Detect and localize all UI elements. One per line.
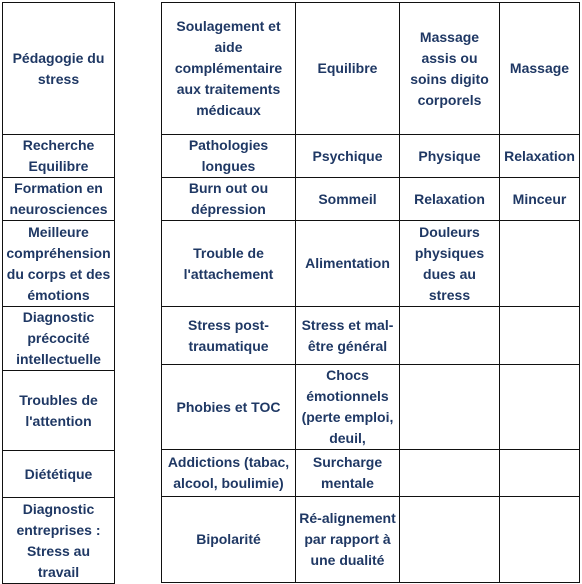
table-cell: Surcharge mentale: [296, 450, 400, 497]
right-table: [161, 2, 580, 583]
table-row: [3, 371, 115, 451]
table-cell: Chocs émotionnels (perte emploi, deuil,: [296, 365, 400, 450]
table-row: [3, 221, 115, 307]
left-cell: Recherche Equilibre: [3, 135, 115, 178]
table-cell: Ré-alignement par rapport à une dualité: [296, 497, 400, 583]
table-cell: [400, 497, 500, 583]
table-cell: Phobies et TOC: [162, 365, 296, 450]
table-cell: Douleurs physiques dues au stress: [400, 221, 500, 307]
table-row: [162, 497, 580, 583]
left-cell: Diététique: [3, 451, 115, 498]
left-cell: Pédagogie du stress: [3, 3, 115, 135]
table-row: [162, 450, 580, 497]
table-cell: [400, 450, 500, 497]
table-cell: Stress et mal-être général: [296, 307, 400, 365]
table-cell: Relaxation: [400, 178, 500, 221]
table-row: [3, 3, 115, 135]
table-cell: Alimentation: [296, 221, 400, 307]
table-cell: Burn out ou dépression: [162, 178, 296, 221]
table-cell: Relaxation: [500, 135, 580, 178]
table-cell: Physique: [400, 135, 500, 178]
table-cell: Equilibre: [296, 3, 400, 135]
table-cell: [500, 450, 580, 497]
table-cell: [500, 221, 580, 307]
table-cell: Soulagement et aide complémentaire aux traitements médicaux: [162, 3, 296, 135]
table-row: [3, 451, 115, 498]
left-cell: Meilleure compréhension du corps et des émotions: [3, 221, 115, 307]
table-cell: Pathologies longues: [162, 135, 296, 178]
left-cell: Diagnostic précocité intellectuelle: [3, 307, 115, 371]
table-cell: Stress post-traumatique: [162, 307, 296, 365]
table-row: [162, 135, 580, 178]
table-row: [3, 178, 115, 221]
table-row: [162, 365, 580, 450]
left-cell: Formation en neurosciences: [3, 178, 115, 221]
table-row: [3, 135, 115, 178]
table-cell: [500, 497, 580, 583]
table-cell: Psychique: [296, 135, 400, 178]
table-row: [162, 307, 580, 365]
table-cell: Massage: [500, 3, 580, 135]
table-cell: Sommeil: [296, 178, 400, 221]
table-cell: [500, 307, 580, 365]
table-cell: Massage assis ou soins digito corporels: [400, 3, 500, 135]
left-table: [2, 2, 115, 584]
table-cell: [400, 365, 500, 450]
table-row: [3, 307, 115, 371]
left-cell: Troubles de l'attention: [3, 371, 115, 451]
table-row: [162, 3, 580, 135]
table-cell: Bipolarité: [162, 497, 296, 583]
table-cell: Trouble de l'attachement: [162, 221, 296, 307]
table-cell: Minceur: [500, 178, 580, 221]
table-row: [162, 178, 580, 221]
table-cell: [400, 307, 500, 365]
table-row: [3, 498, 115, 584]
left-cell: Diagnostic entreprises : Stress au travail: [3, 498, 115, 584]
table-cell: Addictions (tabac, alcool, boulimie): [162, 450, 296, 497]
table-cell: [500, 365, 580, 450]
table-row: [162, 221, 580, 307]
